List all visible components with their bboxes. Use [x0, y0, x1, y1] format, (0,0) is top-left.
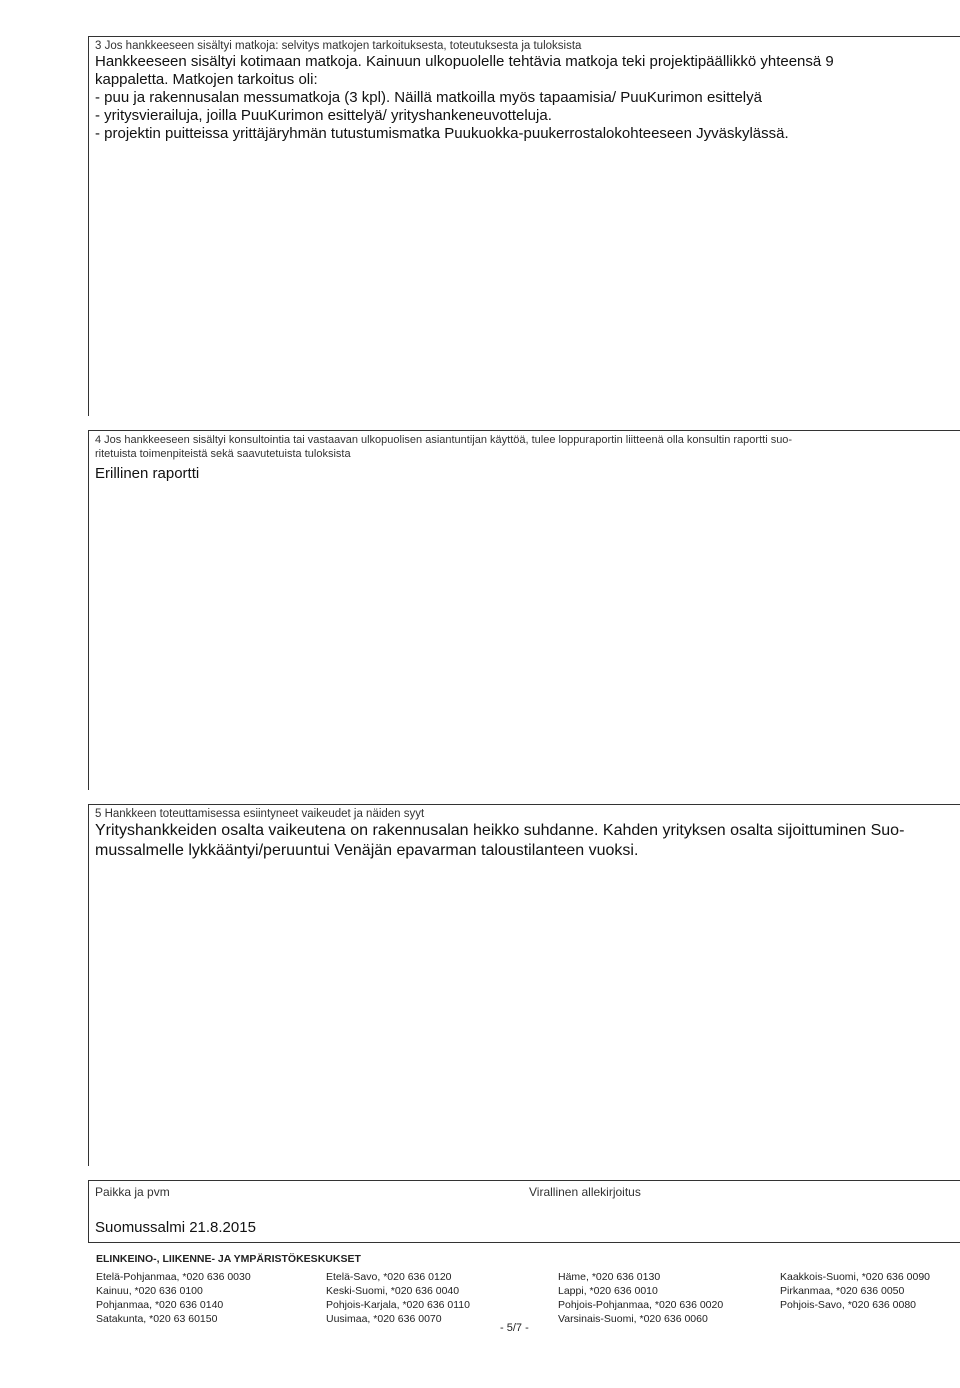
footer-contact: Keski-Suomi, *020 636 0040 [326, 1285, 460, 1297]
footer-contact: Pohjois-Savo, *020 636 0080 [780, 1299, 917, 1311]
footer-contact: Häme, *020 636 0130 [558, 1271, 661, 1283]
footer-contact: Kaakkois-Suomi, *020 636 0090 [780, 1271, 931, 1283]
section-4-label: 4 Jos hankkeeseen sisältyi konsultointia tai vastaavan ulkopuolisen asiantuntijan käyttöä, tulee loppuraportin liitteenä olla konsultin raportti suo- [95, 434, 793, 446]
section-3-line: Hankkeeseen sisältyi kotimaan matkoja. Kainuun ulkopuolelle tehtävia matkoja teki projektipäällikkö yhteensä 9 [95, 53, 834, 70]
section-3-text [89, 53, 960, 143]
footer-contacts [96, 1270, 956, 1330]
section-4-text [89, 461, 960, 483]
place-date-label: Paikka ja pvm [95, 1185, 170, 1199]
section-3-line: kappaletta. Matkojen tarkoitus oli: [95, 71, 318, 88]
place-date-value: Suomussalmi 21.8.2015 [95, 1219, 256, 1236]
official-signature-label: Virallinen allekirjoitus [529, 1185, 641, 1199]
footer-column [96, 1270, 251, 1326]
signature-box [88, 1180, 960, 1242]
footer-contact: Uusimaa, *020 636 0070 [326, 1313, 442, 1325]
footer-contact: Varsinais-Suomi, *020 636 0060 [558, 1313, 708, 1325]
section-3-travel [88, 36, 960, 416]
footer-contact: Lappi, *020 636 0010 [558, 1285, 658, 1297]
page-number: - 5/7 - [500, 1322, 529, 1334]
footer-contact: Etelä-Pohjanmaa, *020 636 0030 [96, 1271, 251, 1283]
footer-contact: Pohjanmaa, *020 636 0140 [96, 1299, 224, 1311]
section-3-label: 3 Jos hankkeeseen sisältyi matkoja: selvitys matkojen tarkoituksesta, toteutuksesta ja tuloksista [95, 40, 582, 52]
section-5-line: mussalmelle lykkääntyi/peruuntui Venäjän epavarman taloustilanteen vuoksi. [95, 842, 639, 859]
section-5-text [89, 821, 960, 861]
section-5-label: 5 Hankkeen toteuttamisessa esiintyneet vaikeudet ja näiden syyt [95, 808, 425, 820]
footer-column [326, 1270, 470, 1326]
section-5-line: Yrityshankkeiden osalta vaikeutena on rakennusalan heikko suhdanne. Kahden yrityksen osalta sijoittuminen Suo- [95, 822, 905, 839]
footer-column [558, 1270, 723, 1326]
section-5-difficulties [88, 804, 960, 1166]
section-4-label-cont: ritetuista toimenpiteistä sekä saavutetuista tuloksista [95, 448, 351, 460]
footer-contact: Pohjois-Pohjanmaa, *020 636 0020 [558, 1299, 724, 1311]
section-3-line: - puu ja rakennusalan messumatkoja (3 kpl). Näillä matkoilla myös tapaamisia/ PuuKurimon esittelyä [95, 89, 762, 106]
section-4-consulting [88, 430, 960, 790]
section-3-line: - projektin puitteissa yrittäjäryhmän tutustumismatka Puukuokka-puukerrostalokohteeseen Jyväskylässä. [95, 125, 789, 142]
footer [96, 1252, 956, 1330]
signature-bottom-rule [88, 1242, 960, 1243]
footer-contact: Satakunta, *020 63 60150 [96, 1313, 218, 1325]
section-3-line: - yritysvierailuja, joilla PuuKurimon esittelyä/ yrityshankeneuvotteluja. [95, 107, 552, 124]
footer-contact: Kainuu, *020 636 0100 [96, 1285, 203, 1297]
footer-column [780, 1270, 930, 1312]
footer-contact: Etelä-Savo, *020 636 0120 [326, 1271, 452, 1283]
footer-org: ELINKEINO-, LIIKENNE- JA YMPÄRISTÖKESKUKSET [96, 1253, 361, 1265]
footer-contact: Pohjois-Karjala, *020 636 0110 [326, 1299, 470, 1311]
section-4-line: Erillinen raportti [95, 465, 200, 482]
footer-contact: Pirkanmaa, *020 636 0050 [780, 1285, 905, 1297]
